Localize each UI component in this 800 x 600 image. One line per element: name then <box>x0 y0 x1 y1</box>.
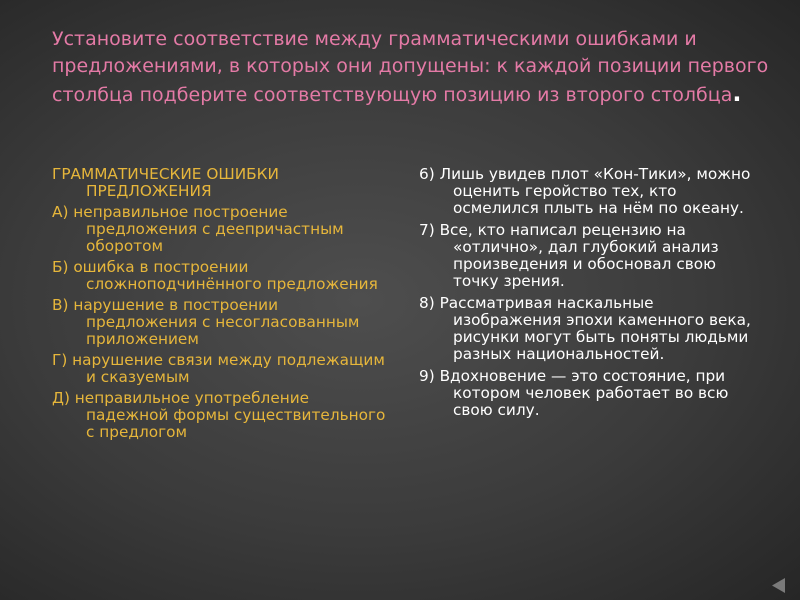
sentence-item-6: 6) Лишь увидев плот «Кон-Тики», можно оценить геройство тех, кто осмелился плыть на нём по океану. <box>419 165 751 217</box>
error-item-b: Б) ошибка в построении сложноподчинённого предложения <box>52 258 378 293</box>
error-item-a: А) неправильное построение предложения с деепричастным оборотом <box>52 203 344 255</box>
sentences-column <box>419 166 759 424</box>
error-item-v: В) нарушение в построении предложения с несогласованным приложением <box>52 296 360 348</box>
sentence-item-9: 9) Вдохновение — это состояние, при котором человек работает во всю свою силу. <box>419 367 729 419</box>
corner-triangle-decoration <box>772 578 785 593</box>
error-item-d: Д) неправильное употребление падежной формы существительного с предлогом <box>52 389 386 441</box>
title-period: . <box>732 79 742 107</box>
sentence-item-8: 8) Рассматривая наскальные изображения эпохи каменного века, рисунки могут быть поняты людьми разных национальностей. <box>419 294 751 363</box>
title-text: Установите соответствие между грамматическими ошибками и предложениями, в которых они допущены: к каждой позиции первого столбца подберите соответствующую позицию из второго столбца <box>52 28 769 106</box>
slide-title <box>52 26 772 109</box>
error-item-g: Г) нарушение связи между подлежащим и сказуемым <box>52 351 385 386</box>
errors-column-header: ГРАММАТИЧЕСКИЕ ОШИБКИ ПРЕДЛОЖЕНИЯ <box>52 165 279 200</box>
errors-column <box>52 166 392 445</box>
sentence-item-7: 7) Все, кто написал рецензию на «отлично», дал глубокий анализ произведения и обосновал свою точку зрения. <box>419 221 719 290</box>
